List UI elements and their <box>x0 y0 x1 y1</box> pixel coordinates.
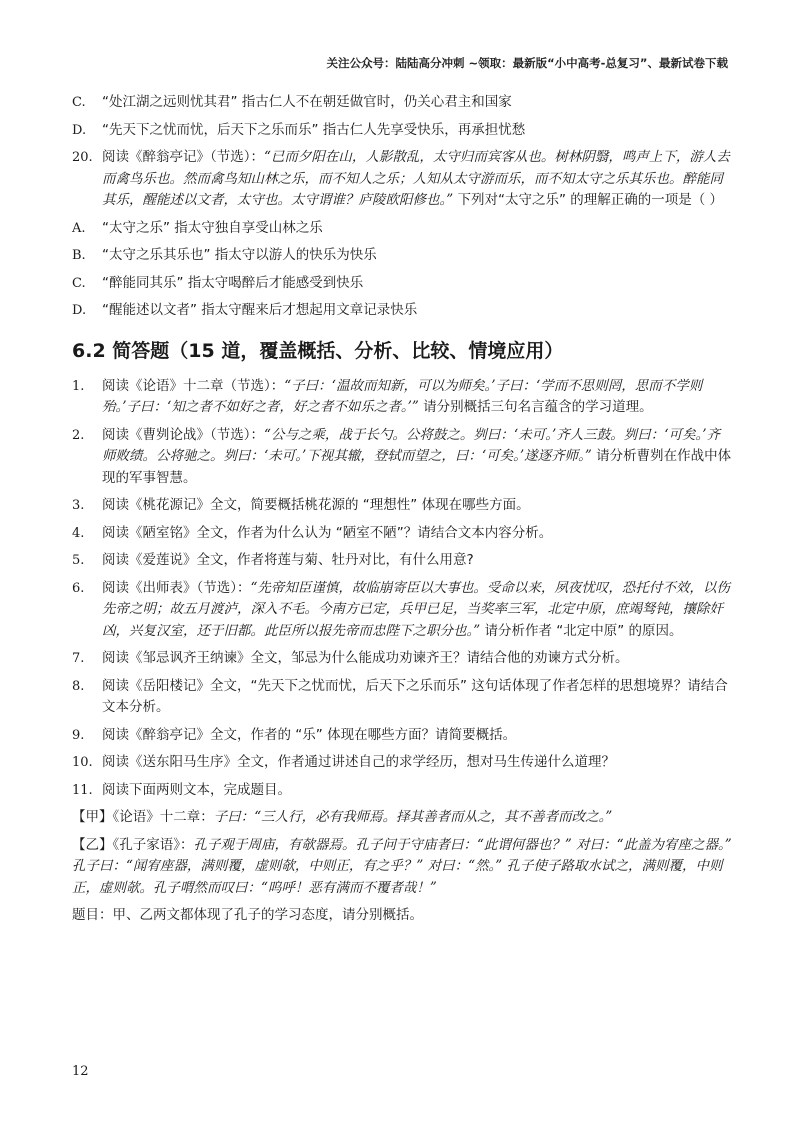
option-text: “处江湖之远则忧其君” 指古仁人不在朝廷做官时，仍关心君主和国家 <box>102 94 512 110</box>
question-quote: “子曰：‘温故而知新，可以为师矣。’子曰：‘学而不思则罔，思而不学则殆。’子曰：‘知之者不如好之者，好之者不如乐之者。’” <box>102 377 703 415</box>
question-item <box>72 550 732 572</box>
text-jia-quote: 子曰：“三人行，必有我师焉。择其善者而从之，其不善者而改之。” <box>213 809 613 825</box>
question-item <box>72 676 732 719</box>
option-label: B. <box>72 248 86 263</box>
question-text <box>102 425 732 490</box>
question-text: 阅读《邹忌讽齐王纳谏》全文，邹忌为什么能成功劝谏齐王？请结合他的劝谏方式分析。 <box>102 650 629 666</box>
option-label: A. <box>72 220 86 236</box>
question-number: 10. <box>72 755 93 770</box>
text-jia <box>72 807 732 829</box>
option-a <box>72 218 732 240</box>
question-number: 8. <box>72 678 85 694</box>
question-number: 5. <box>72 553 85 568</box>
option-d-top <box>72 120 732 142</box>
question-number: 7. <box>72 651 85 666</box>
option-label: D. <box>72 122 87 138</box>
question-item <box>72 376 732 419</box>
option-d <box>72 300 732 322</box>
question-item <box>72 752 732 774</box>
question-number: 9. <box>72 727 85 743</box>
option-label: C. <box>72 95 86 110</box>
question-quote: “先帝知臣谨慎，故临崩寄臣以大事也。受命以来，夙夜忧叹，恐托付不效，以伤先帝之明；故五月渡泸，深入不毛。今南方已定，兵甲已足，当奖率三军，北定中原，庶竭驽钝，攘除奸凶，兴复汉室，还于旧都。此臣所以报先帝而忠陛下之职分也。” <box>102 579 730 639</box>
question-number: 1. <box>72 378 85 394</box>
question-text <box>102 147 732 212</box>
page-content <box>72 92 732 933</box>
question-prompt: 请分析作者 “北定中原” 的原因。 <box>480 622 683 639</box>
question-lead: 阅读《醉翁亭记》（节选）： <box>102 149 264 165</box>
final-question: 题目：甲、乙两文都体现了孔子的学习态度，请分别概括。 <box>72 907 423 923</box>
question-text: 阅读《陋室铭》全文，作者为什么认为 “陋室不陋”？请结合文本内容分析。 <box>102 524 553 541</box>
option-text: “醒能述以文者” 指太守醒来后才想起用文章记录快乐 <box>102 302 418 318</box>
question-number: 20. <box>72 150 93 165</box>
question-item <box>72 523 732 545</box>
question-lead: 阅读《论语》十二章（节选）： <box>102 377 285 394</box>
question-item <box>72 495 732 517</box>
option-c-top <box>72 92 732 114</box>
option-text: “先天下之忧而忧，后天下之乐而乐” 指古仁人先享受快乐，再承担忧愁 <box>102 121 526 138</box>
question-quote: “已而夕阳在山，人影散乱，太守归而宾客从也。树林阴翳，鸣声上下，游人去而禽鸟乐也。然而禽鸟知山林之乐，而不知人之乐；人知从太守游而乐，而不知太守之乐其乐也。醉能同其乐，醒能述以文者，太守也。太守谓谁？庐陵欧阳修也。” <box>102 149 730 208</box>
question-text: 阅读《桃花源记》全文，简要概括桃花源的 “理想性” 体现在哪些方面。 <box>102 497 530 513</box>
question-item <box>72 425 732 490</box>
question-number: 11. <box>72 782 93 798</box>
question-item <box>72 780 732 802</box>
section-title: 6.2 简答题（15 道，覆盖概括、分析、比较、情境应用） <box>72 339 564 362</box>
text-yi-quote: 孔子观于周庙，有欹器焉。孔子问于守庙者曰：“此谓何器也？” 对曰：“此盖为宥座之器。” 孔子曰：“闻宥座器，满则覆，虚则欹，中则正，有之乎？” 对曰：“然。” 孔子使子路取水试之，满则覆，中则正，虚则欹。孔子喟然而叹曰：“呜呼！恶有满而不覆者哉！” <box>72 836 732 896</box>
question-number: 4. <box>72 525 85 541</box>
text-jia-source: 《论语》十二章： <box>112 809 214 825</box>
option-text: “太守之乐” 指太守独自享受山林之乐 <box>102 219 323 236</box>
text-yi <box>72 835 732 900</box>
option-c <box>72 273 732 295</box>
question-item <box>72 725 732 747</box>
page-header: 关注公众号：陆陆高分冲刺 ~领取：最新版“小中高考-总复习”、最新试卷下载 <box>326 56 728 70</box>
question-quote: “公与之乘，战于长勺。公将鼓之。刿曰：‘未可。’齐人三鼓。刿曰：‘可矣。’齐师败绩。公将驰之。刿曰：‘未可。’下视其辙，登轼而望之，曰：‘可矣。’遂逐齐师。” <box>102 426 721 464</box>
question-list <box>72 376 732 802</box>
question-prompt: 请分析曹刿在作战中体现的军事智慧。 <box>102 448 732 486</box>
question-prompt: 请分别概括三句名言蕴含的学习道理。 <box>418 399 653 415</box>
page-number: 12 <box>72 1064 89 1079</box>
question-lead: 阅读《出师表》（节选）： <box>102 579 251 596</box>
question-lead: 阅读《曹刿论战》（节选）： <box>102 426 264 443</box>
question-number: 3. <box>72 498 85 513</box>
option-text: “太守之乐其乐也” 指太守以游人的快乐为快乐 <box>102 247 377 263</box>
question-text <box>102 376 732 419</box>
question-20 <box>72 147 732 212</box>
text-yi-label: 【乙】 <box>72 836 113 853</box>
option-label: C. <box>72 275 86 291</box>
option-text: “醉能同其乐” 指太守喝醉后才能感受到快乐 <box>102 274 364 291</box>
question-item <box>72 648 732 670</box>
question-number: 6. <box>72 580 85 596</box>
question-text: 阅读下面两则文本，完成题目。 <box>102 781 291 798</box>
question-text <box>102 578 732 643</box>
question-prompt: 下列对“太守之乐” 的理解正确的一项是（ ） <box>453 192 724 208</box>
question-text: 阅读《爱莲说》全文，作者将莲与菊、牡丹对比，有什么用意? <box>102 552 474 568</box>
question-item <box>72 578 732 643</box>
option-label: D. <box>72 303 87 318</box>
question-text: 阅读《醉翁亭记》全文，作者的 “乐” 体现在哪些方面？请简要概括。 <box>102 726 517 743</box>
question-text: 阅读《岳阳楼记》全文，“先天下之忧而忧，后天下之乐而乐” 这句话体现了作者怎样的思想境界？请结合文本分析。 <box>102 677 728 715</box>
option-b <box>72 245 732 267</box>
question-text: 阅读《送东阳马生序》全文，作者通过讲述自己的求学经历，想对马生传递什么道理？ <box>102 754 615 770</box>
question-number: 2. <box>72 427 85 443</box>
text-jia-label: 【甲】 <box>72 809 113 825</box>
text-yi-source: 《孔子家语》： <box>112 836 194 853</box>
